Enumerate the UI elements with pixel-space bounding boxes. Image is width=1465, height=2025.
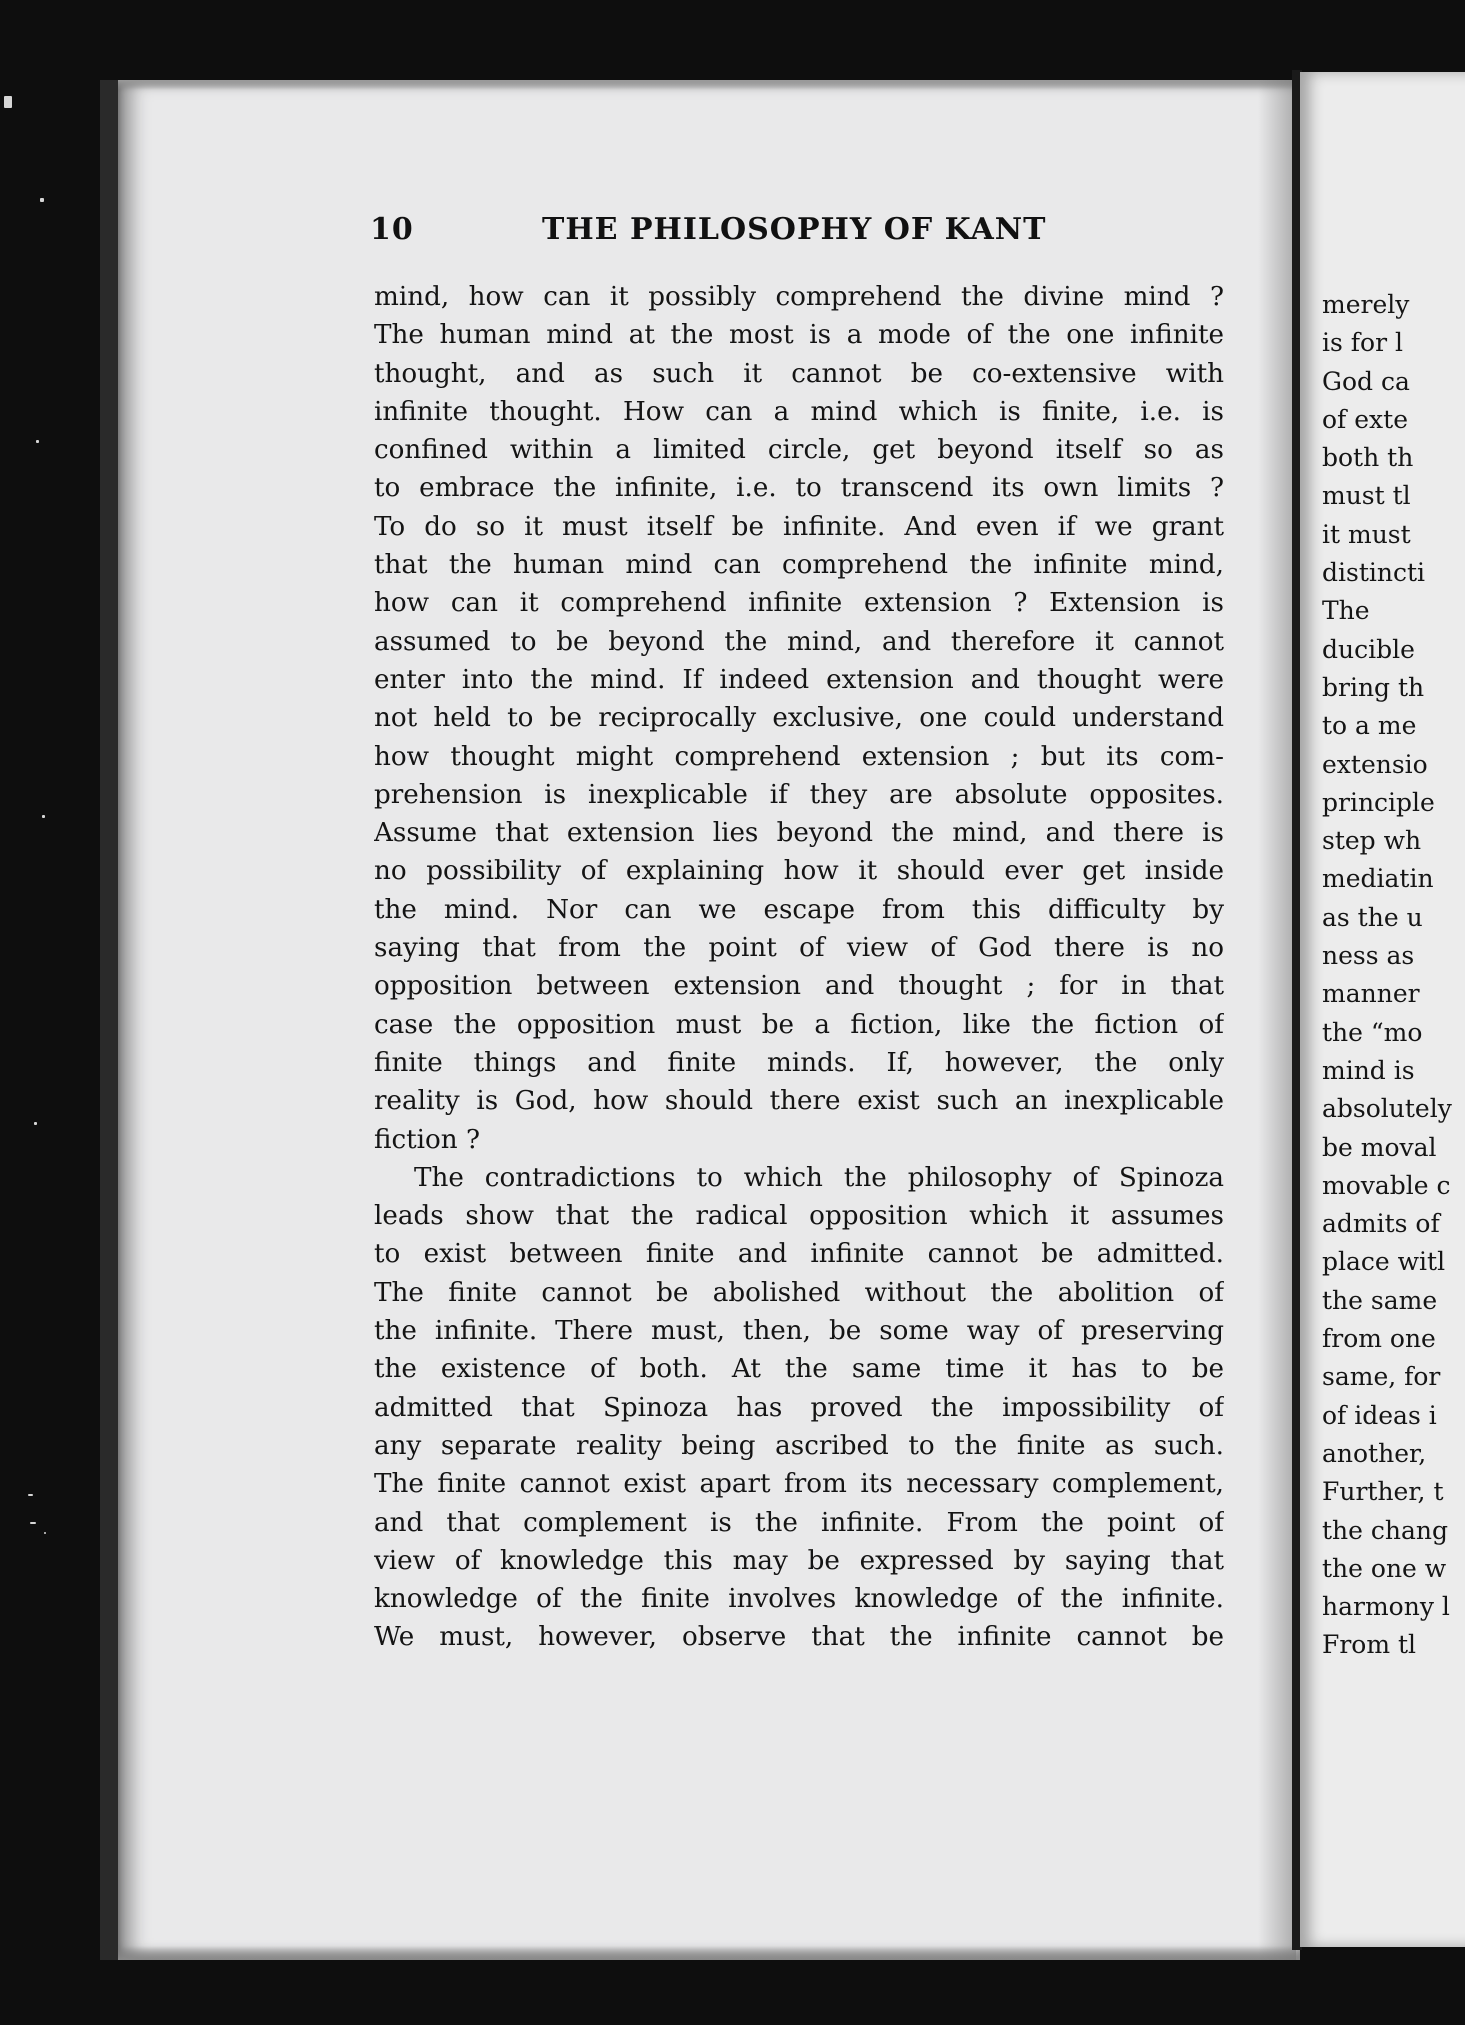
right-page-line: to a me — [1322, 711, 1417, 741]
running-head — [370, 212, 1240, 252]
text-line: the existence of both. At the same time it has to be — [374, 1354, 1224, 1385]
gutter-shadow — [1258, 80, 1296, 1960]
text-line: saying that from the point of view of God there is no — [374, 933, 1224, 964]
right-page-line: another, — [1322, 1438, 1427, 1468]
right-page-line: the same — [1322, 1285, 1438, 1315]
scan-speck — [34, 1122, 37, 1125]
right-page-line: ducible — [1322, 634, 1415, 664]
text-line: We must, however, observe that the infinite cannot be — [374, 1622, 1224, 1653]
right-page-line: harmony l — [1322, 1592, 1450, 1622]
text-line: To do so it must itself be infinite. And even if we grant — [374, 511, 1224, 542]
scan-speck — [4, 96, 12, 108]
right-page-line: of exte — [1322, 404, 1408, 434]
text-line: infinite thought. How can a mind which is finite, i.e. is — [374, 396, 1224, 427]
right-page-line: mediatin — [1322, 864, 1434, 894]
text-line: any separate reality being ascribed to the finite as such. — [374, 1430, 1224, 1461]
text-line: The finite cannot exist apart from its necessary complement, — [374, 1469, 1224, 1500]
right-page-line: mind is — [1322, 1055, 1415, 1085]
right-page-line: same, for — [1322, 1362, 1441, 1392]
right-page-line: merely — [1322, 290, 1410, 319]
right-page-line: extensio — [1322, 749, 1428, 779]
right-page-text — [1322, 286, 1465, 1665]
text-line: to exist between finite and infinite cannot be admitted. — [374, 1239, 1224, 1270]
text-line: knowledge of the finite involves knowledge of the infinite. — [374, 1584, 1224, 1615]
scan-speck — [44, 1532, 46, 1534]
text-line: not held to be reciprocally exclusive, one could understand — [374, 703, 1224, 734]
right-page-line: absolutely — [1322, 1094, 1452, 1124]
right-page-line: step wh — [1322, 826, 1422, 856]
text-line: how can it comprehend infinite extension ? Extension is — [374, 588, 1224, 619]
right-page-line: movable c — [1322, 1170, 1451, 1200]
right-page-line: The — [1322, 596, 1370, 626]
right-page-line: place witl — [1322, 1247, 1446, 1277]
running-title: THE PHILOSOPHY OF KANT — [542, 212, 1047, 247]
right-page-line: as the u — [1322, 902, 1423, 932]
text-line: leads show that the radical opposition which it assumes — [374, 1201, 1224, 1232]
text-line: reality is God, how should there exist such an inexplicable — [374, 1086, 1224, 1117]
scan-speck — [28, 1494, 33, 1496]
text-line: view of knowledge this may be expressed by saying that — [374, 1545, 1224, 1576]
text-line: prehension is inexplicable if they are absolute opposites. — [374, 779, 1224, 810]
text-line: opposition between extension and thought ; for in that — [374, 971, 1224, 1002]
right-page-line: the chang — [1322, 1515, 1449, 1545]
scan-speck — [30, 1522, 36, 1524]
text-line: Assume that extension lies beyond the mind, and there is — [374, 818, 1224, 849]
text-line: case the opposition must be a fiction, like the fiction of — [374, 1009, 1224, 1040]
page-top-edge — [118, 80, 1300, 90]
text-line: fiction ? — [374, 1124, 481, 1155]
right-page-line: must tl — [1322, 481, 1411, 511]
right-page-line: admits of — [1322, 1209, 1440, 1239]
right-page-line: ness as — [1322, 941, 1415, 971]
scan-speck — [42, 815, 45, 818]
right-page-line: distincti — [1322, 558, 1426, 588]
body-text — [374, 278, 1224, 1657]
right-page-line: God ca — [1322, 366, 1410, 396]
text-line: thought, and as such it cannot be co-extensive with — [374, 358, 1224, 389]
right-page-line: the “mo — [1322, 1017, 1423, 1047]
right-page-line: the one w — [1322, 1553, 1447, 1583]
text-line: The human mind at the most is a mode of the one infinite — [374, 320, 1224, 351]
text-line: that the human mind can comprehend the infinite mind, — [374, 550, 1224, 581]
page-number: 10 — [370, 212, 414, 247]
text-line: the infinite. There must, then, be some way of preserving — [374, 1316, 1224, 1347]
text-line: no possibility of explaining how it should ever get inside — [374, 856, 1224, 887]
text-line: The contradictions to which the philosophy of Spinoza — [414, 1162, 1224, 1193]
text-line: to embrace the infinite, i.e. to transcend its own limits ? — [374, 473, 1224, 504]
right-page-line: Further, t — [1322, 1477, 1444, 1507]
text-line: admitted that Spinoza has proved the impossibility of — [374, 1392, 1224, 1423]
text-line: mind, how can it possibly comprehend the divine mind ? — [374, 282, 1224, 312]
text-line: how thought might comprehend extension ; but its com- — [374, 741, 1224, 772]
right-page-line: bring th — [1322, 672, 1425, 702]
text-line: the mind. Nor can we escape from this difficulty by — [374, 894, 1224, 925]
text-line: enter into the mind. If indeed extension and thought were — [374, 664, 1224, 695]
text-line: finite things and finite minds. If, however, the only — [374, 1047, 1224, 1078]
text-line: confined within a limited circle, get beyond itself so as — [374, 435, 1224, 466]
right-page-line: principle — [1322, 787, 1435, 817]
scan-speck — [40, 198, 44, 202]
right-page-line: be moval — [1322, 1132, 1437, 1162]
text-line: assumed to be beyond the mind, and therefore it cannot — [374, 626, 1224, 657]
scan-speck — [36, 440, 39, 443]
right-page-line: of ideas i — [1322, 1400, 1437, 1430]
right-page-line: is for l — [1322, 328, 1403, 358]
right-page-line: both th — [1322, 443, 1414, 473]
page-bottom-edge — [118, 1946, 1300, 1960]
text-line: The finite cannot be abolished without the abolition of — [374, 1277, 1224, 1308]
right-page-line: manner — [1322, 979, 1420, 1009]
right-page-line: from one — [1322, 1324, 1436, 1354]
right-page-line: From tl — [1322, 1630, 1417, 1660]
text-line: and that complement is the infinite. From the point of — [374, 1507, 1224, 1538]
right-page-line: it must — [1322, 519, 1411, 549]
